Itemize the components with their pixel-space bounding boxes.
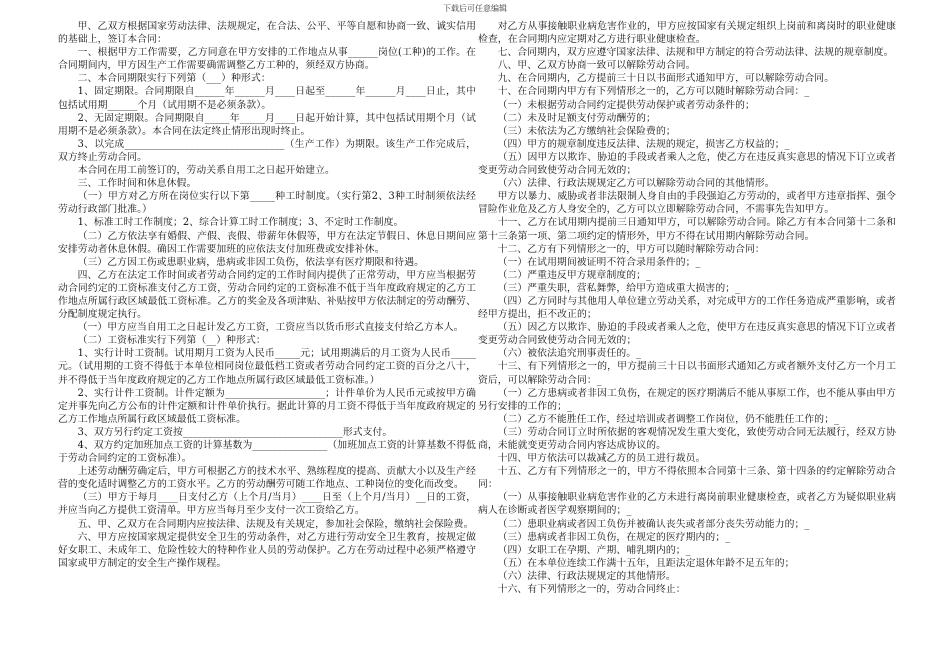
clause-paragraph: 三、工作时间和休息休假。 [77, 178, 197, 190]
clause-paragraph: （五）在本单位连续工作满十五年，且距法定退休年龄不足五年的； [497, 557, 795, 569]
clause-paragraph: 本合同在用工前签订的，劳动关系自用工之日起开始建立。 [77, 165, 335, 177]
clause-paragraph: 二、本合同期限实行下列第（___）种形式： [77, 73, 271, 85]
clause-paragraph: （四）甲方的规章制度违反法律、法规的规定，损害乙方权益的；_ [497, 138, 790, 150]
clause-paragraph: 四、乙方在法定工作时间或者劳动合同约定的工作时间内提供了正常劳动，甲方应当根据劳动合同约定的工资标准支付乙方工资，劳动合同约定的工资标准不低于当年度政府规定的乙方工作地点所属行政区域最低工资标准。乙方的奖金及各项津贴、补贴按甲方依法制定的劳动酬劳、分配制度规定执行。 [58, 269, 476, 321]
clause-paragraph: 1、实行计时工资制。试用期月工资为人民币_____元；试用期满后的月工资为人民币_____元。（试用期的工资不得低于本单位相同岗位最低档工资或者劳动合同约定工资的百分之八十，并不得低于当年度政府规定的乙方工作地点所属行政区域最低工资标准。） [58, 348, 476, 386]
clause-paragraph: （六）法律、行政法规规定的其他情形。 [497, 570, 676, 582]
clause-paragraph: （二）患职业病或者因工负伤并被确认丧失或者部分丧失劳动能力的；_ [497, 518, 810, 530]
clause-paragraph: 十、在合同期内甲方有下列情形之一的，乙方可以随时解除劳动合同：_ [497, 86, 810, 98]
clause-paragraph: 甲方以暴力、威胁或者非法限制人身自由的手段强迫乙方劳动的，或者甲方违章指挥、强令冒险作业危及乙方人身安全的，乙方可以立即解除劳动合同，不需事先告知甲方。 [478, 191, 896, 216]
clause-paragraph: （一）未根据劳动合同约定提供劳动保护或者劳动条件的； [497, 99, 755, 111]
clause-paragraph: 六、甲方应按国家规定提供安全卫生的劳动条件，对乙方进行劳动安全卫生教育，按规定做好女职工、未成年工、危险性较大的特种作业人员的劳动保护。乙方在劳动过程中必须严格遵守国家或甲方制定的安全生产操作规程。 [58, 531, 476, 569]
clause-paragraph: 十一、乙方在试用期内提前三日通知甲方，可以解除劳动合同。除乙方有本合同第十二条和第十三条第一项、第二项约定的情形外，甲方不得在试用期内解除劳动合同。 [478, 217, 896, 242]
clause-paragraph: （二）乙方不能胜任工作，经过培训或者调整工作岗位，仍不能胜任工作的；_ [497, 413, 840, 425]
clause-paragraph: 1、标准工时工作制度；2、综合计算工时工作制度；3、不定时工作制度。 [77, 217, 404, 229]
left-column [58, 20, 476, 570]
clause-paragraph: 八、甲、乙双方协商一致可以解除劳动合同。 [497, 60, 696, 72]
clause-paragraph: （三）严重失职，营私舞弊，给甲方造成重大损害的；_ [497, 282, 741, 294]
clause-paragraph: （六）被依法追究刑事责任的。_ [497, 348, 642, 360]
clause-paragraph: （三）患病或者非因工负伤，在规定的医疗期内的；_ [497, 531, 731, 543]
clause-paragraph: （五）因甲方以欺诈、胁迫的手段或者乘人之危，使乙方在违反真实意思的情况下订立或者变更劳动合同致使劳动合同无效的； [478, 151, 896, 177]
clause-paragraph: （一）甲方应当自用工之日起计发乙方工资，工资应当以货币形式直接支付给乙方本人。 [77, 322, 464, 334]
clause-paragraph: （一）在试用期间被证明不符合录用条件的；_ [497, 256, 701, 268]
clause-paragraph: 七、合同期内，双方应遵守国家法律、法规和甲方制定的符合劳动法律、法规的规章制度。 [497, 47, 894, 59]
clause-paragraph: （一）从事接触职业病危害作业的乙方未进行离岗前职业健康检查，或者乙方为疑似职业病病人在诊断或者医学观察期间的；_ [478, 492, 896, 517]
clause-paragraph: 对乙方从事接触职业病危害作业的，甲方应按国家有关规定组织上岗前和离岗时的职业健康检查，在合同期内应定期对乙方进行职业健康检查。 [478, 21, 896, 46]
clause-paragraph: （二）工资标准实行下列第（__）种形式： [77, 335, 266, 347]
clause-paragraph: （四）乙方同时与其他用人单位建立劳动关系，对完成甲方的工作任务造成严重影响，或者经甲方提出，拒不改正的； [478, 295, 896, 321]
clause-paragraph: 一、根据甲方工作需要，乙方同意在甲方安排的工作地点从事______岗位(工种)的工作。在合同期间内，甲方因生产工作需要确需调整乙方工种的，须经双方协商。 [58, 47, 476, 72]
clause-paragraph: （一）甲方对乙方所在岗位实行以下第_____种工时制度。（实行第2、3种工时制须依法经劳动行政部门批准。） [58, 191, 476, 216]
clause-paragraph: （六）法律、行政法规规定乙方可以解除劳动合同的其他情形。 [497, 178, 775, 190]
clause-paragraph: （一）乙方患病或者非因工负伤，在规定的医疗期满后不能从事原工作，也不能从事由甲方另行安排的工作的；_ [478, 387, 896, 412]
clause-paragraph: 4、双方约定加班加点工资的计算基数为_______________（加班加点工资的计算基数不得低于劳动合同约定的工资标准）。 [58, 440, 476, 465]
clause-paragraph: 3、以完成________________________________（生产工作）为期限。该生产工作完成后，双方终止劳动合同。 [58, 138, 476, 163]
clause-paragraph: 上述劳动酬劳确定后，甲方可根据乙方的技术水平、熟练程度的提高、贡献大小以及生产经营的变化适时调整乙方的工资水平。乙方的劳动酬劳可随工作地点、工种岗位的变化而改变。 [58, 466, 476, 491]
clause-paragraph: 五、甲、乙双方在合同期内应按法律、法规及有关规定，参加社会保险，缴纳社会保险费。 [77, 518, 474, 530]
clause-paragraph: （二）未及时足额支付劳动酬劳的； [497, 112, 656, 124]
clause-paragraph: （三）乙方因工伤或患职业病，患病或非因工负伤，依法享有医疗期限和待遇。 [77, 256, 424, 268]
clause-paragraph: （三）劳动合同订立时所依据的客观情况发生重大变化，致使劳动合同无法履行，经双方协商，未能就变更劳动合同内容达成协议的。 [478, 426, 896, 451]
clause-paragraph: 3、双方另行约定工资按________________________________形式支付。 [77, 426, 393, 438]
clause-paragraph: （五）因乙方以欺诈、胁迫的手段或者乘人之危，使甲方在违反真实意思的情况下订立或者变更劳动合同致使劳动合同无效的； [478, 322, 896, 347]
clause-paragraph: （四）女职工在孕期、产期、哺乳期内的；_ [497, 544, 691, 556]
clause-paragraph: 十五、乙方有下列情形之一的，甲方不得依照本合同第十三条、第十四条的约定解除劳动合同： [478, 466, 896, 491]
clause-paragraph: （三）甲方于每月____日支付乙方（上个月/当月）____日至（上个月/当月）__日的工资，并应当向乙方提供工资清单。甲方应当每月至少支付一次工资给乙方。 [58, 492, 476, 517]
clause-paragraph: 甲、乙双方根据国家劳动法律、法规规定，在合法、公平、平等自愿和协商一致、诚实信用的基础上，签订本合同： [58, 21, 476, 46]
clause-paragraph: 九、在合同期内，乙方提前三十日以书面形式通知甲方，可以解除劳动合同。 [497, 73, 835, 85]
clause-paragraph: 十六、有下列情形之一的，劳动合同终止： [497, 584, 686, 596]
clause-paragraph: 2、无固定期限。合同期限自_____年_____月____日起开始计算，其中包括试用期个月（试用期不是必须条款）。本合同在法定终止情形出现时终止。 [58, 112, 476, 137]
clause-paragraph: 1、固定期限。合同期限自______年______月____日起至______年______月____日止，其中包括试用期______个月（试用期不是必须条款）。 [58, 86, 476, 111]
clause-paragraph: （二）严重违反甲方规章制度的；_ [497, 269, 652, 281]
clause-paragraph: 十四、甲方依法可以裁减乙方的员工进行裁员。 [497, 453, 706, 465]
clause-paragraph: 十二、乙方有下列情形之一的，甲方可以随时解除劳动合同： [497, 243, 765, 255]
header-note: 下载后可任意编辑 [443, 4, 507, 13]
clause-paragraph: （三）未依法为乙方缴纳社会保险费的； [497, 125, 676, 137]
right-column [478, 20, 896, 596]
clause-paragraph: 2、实行计件工资制。计件定额为____________________；计件单价为人民币元或按甲方确定并事先向乙方公布的计件定额和计件单价执行。据此计算的月工资不得低于当年度政府规定的乙方工作地点所属行政区域最低工资标准。 [58, 387, 476, 425]
clause-paragraph: 十三、有下列情形之一的，甲方提前三十日以书面形式通知乙方或者额外支付乙方一个月工资后，可以解除劳动合同：_ [478, 361, 896, 386]
clause-paragraph: （二）乙方依法享有婚假、产假、丧假、带薪年休假等，甲方在法定节假日、休息日期间应安排劳动者休息休假。确因工作需要加班的应依法支付加班费或安排补休。 [58, 230, 476, 255]
